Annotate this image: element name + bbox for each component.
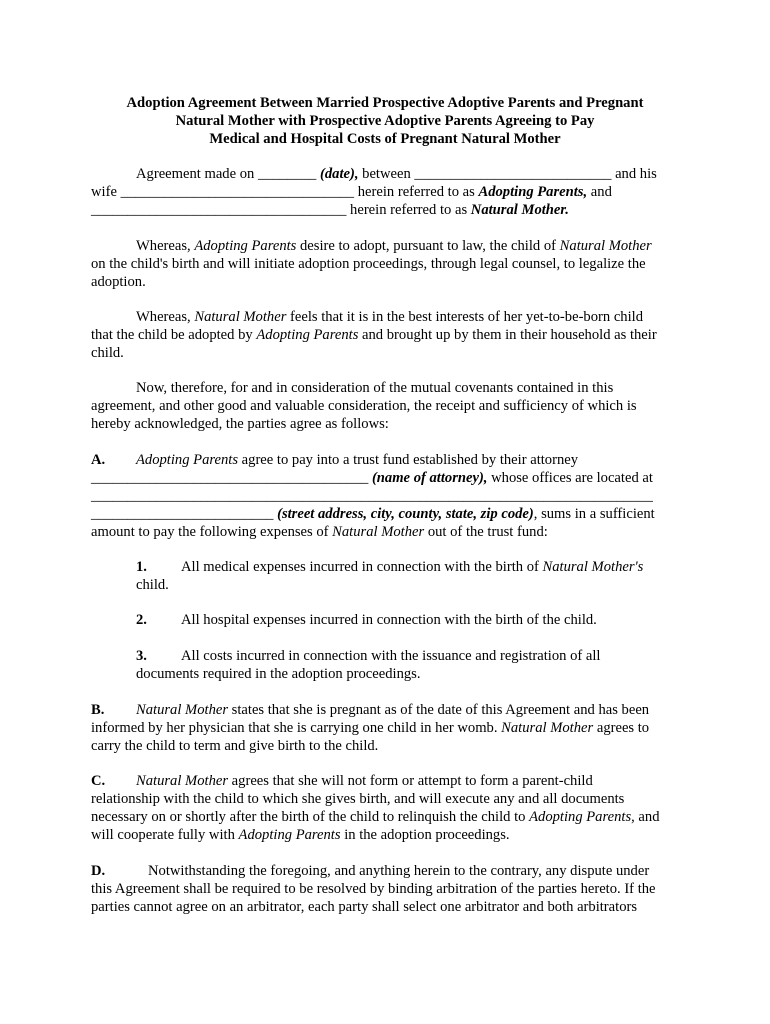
title-line-2: Natural Mother with Prospective Adoptive Parents Agreeing to Pay <box>175 113 595 129</box>
section-b: B. Natural Mother states that she is pregnant as of the date of this Agreement and has been informed by her physician that she is carrying one child in her womb. Natural Mother agrees to carry the child to term and give birth to the child. <box>91 702 650 754</box>
date-label: (date), <box>320 166 359 182</box>
address-label: (street address, city, county, state, zip code) <box>277 506 534 522</box>
title-line-3: Medical and Hospital Costs of Pregnant Natural Mother <box>209 131 561 147</box>
list-item: 2. All hospital expenses incurred in connection with the birth of the child. <box>136 612 597 628</box>
section-a-label: A. <box>91 452 106 468</box>
list-item: 1. All medical expenses incurred in connection with the birth of Natural Mother's child. <box>136 559 644 593</box>
section-c: C. Natural Mother agrees that she will not form or attempt to form a parent-child relationship with the child to which she gives birth, and will execute any and all documents necessary on or shortly after the birth of the child to relinquish the child to Adopting Parents, and will cooperate fully with Adopting Parents in the adoption proceedings. <box>91 773 660 843</box>
section-a: A. Adopting Parents agree to pay into a trust fund established by their attorney ______________________________________ (name of attorney), whose offices are located at _____________________________________________________________________________ _________________________ (street address, city, county, state, zip code), sums in a sufficient amount to pay the following expenses of Natural Mother out of the trust fund: <box>91 452 655 540</box>
item-number: 3. <box>136 648 147 664</box>
now-therefore-paragraph: Now, therefore, for and in consideration of the mutual covenants contained in this agreement, and other good and valuable consideration, the receipt and sufficiency of which is hereby acknowledged, the parties agree as follows: <box>91 380 637 432</box>
section-d-label: D. <box>91 863 106 879</box>
title-line-1: Adoption Agreement Between Married Prospective Adoptive Parents and Pregnant <box>126 95 644 111</box>
intro-paragraph: Agreement made on ________ (date), between ___________________________ and his wife ________________________________ herein referred to as Adopting Parents, and ___________________________________ herein referred to as Natural Mother. <box>91 166 657 218</box>
adopting-parents-term: Adopting Parents, <box>478 184 588 200</box>
section-d: D. Notwithstanding the foregoing, and anything herein to the contrary, any dispute under this Agreement shall be required to be resolved by binding arbitration of the parties hereto. If the parties cannot agree on an arbitrator, each party shall select one arbitrator and both arbitrators <box>91 863 656 915</box>
item-number: 2. <box>136 612 147 628</box>
document-title <box>0 94 770 148</box>
section-b-label: B. <box>91 702 105 718</box>
whereas-paragraph-2: Whereas, Natural Mother feels that it is in the best interests of her yet-to-be-born child that the child be adopted by Adopting Parents and brought up by them in their household as their child. <box>91 309 657 361</box>
whereas-paragraph-1: Whereas, Adopting Parents desire to adopt, pursuant to law, the child of Natural Mother on the child's birth and will initiate adoption proceedings, through legal counsel, to legalize the adoption. <box>91 238 652 290</box>
list-item: 3. All costs incurred in connection with the issuance and registration of all documents required in the adoption proceedings. <box>136 648 601 682</box>
attorney-name-label: (name of attorney), <box>371 470 488 486</box>
item-number: 1. <box>136 559 147 575</box>
natural-mother-term: Natural Mother. <box>470 202 569 218</box>
section-c-label: C. <box>91 773 106 789</box>
